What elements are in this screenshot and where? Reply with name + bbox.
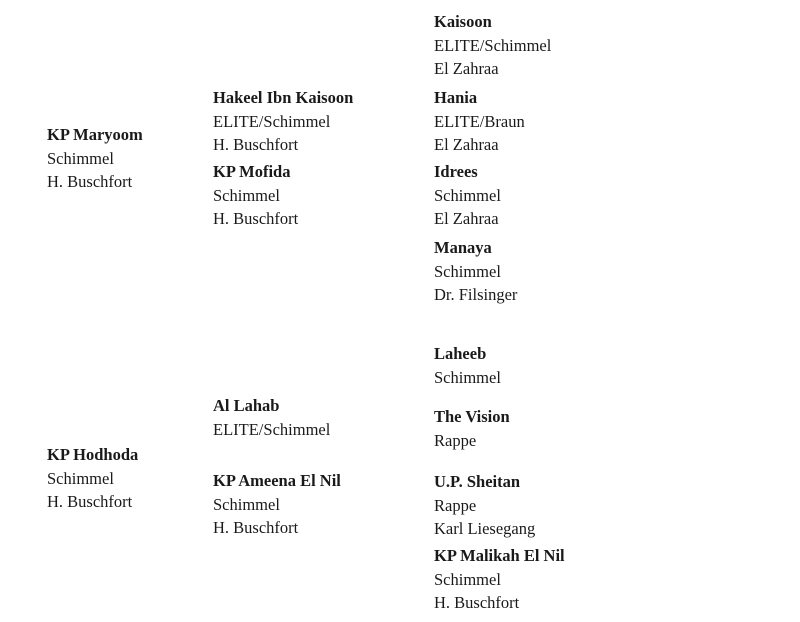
horse-color: Schimmel — [434, 367, 501, 387]
horse-name: The Vision — [434, 407, 510, 426]
horse-breeder: El Zahraa — [434, 59, 499, 78]
great-grandparent-entry — [434, 470, 535, 541]
horse-breeder: H. Buschfort — [213, 135, 299, 154]
parent-entry — [47, 443, 138, 514]
great-grandparent-entry — [434, 160, 501, 231]
horse-breeder: H. Buschfort — [47, 492, 133, 511]
parent-entry — [47, 123, 143, 194]
horse-color: Schimmel — [47, 468, 114, 488]
horse-breeder: El Zahraa — [434, 209, 499, 228]
horse-name: Kaisoon — [434, 12, 492, 31]
horse-name: Al Lahab — [213, 396, 280, 415]
horse-color: Schimmel — [213, 494, 280, 514]
grandparent-entry — [213, 160, 298, 231]
horse-name: KP Ameena El Nil — [213, 471, 341, 490]
horse-name: Laheeb — [434, 344, 487, 363]
horse-color: Schimmel — [47, 148, 114, 168]
horse-name: Manaya — [434, 238, 492, 257]
horse-color: ELITE/Braun — [434, 111, 525, 131]
horse-breeder: El Zahraa — [434, 135, 499, 154]
horse-color: ELITE/Schimmel — [434, 35, 552, 55]
horse-color: Schimmel — [434, 261, 501, 281]
horse-color: Schimmel — [213, 185, 280, 205]
horse-breeder: Karl Liesegang — [434, 519, 536, 538]
horse-color: Schimmel — [434, 569, 501, 589]
great-grandparent-entry — [434, 236, 517, 307]
horse-name: KP Hodhoda — [47, 445, 139, 464]
grandparent-entry — [213, 469, 341, 540]
great-grandparent-entry — [434, 10, 551, 81]
horse-name: Idrees — [434, 162, 478, 181]
horse-color: ELITE/Schimmel — [213, 419, 331, 439]
grandparent-entry — [213, 394, 330, 441]
horse-name: KP Malikah El Nil — [434, 546, 565, 565]
horse-name: KP Mofida — [213, 162, 291, 181]
great-grandparent-entry — [434, 342, 501, 389]
horse-breeder: H. Buschfort — [434, 593, 520, 612]
horse-name: Hakeel Ibn Kaisoon — [213, 88, 354, 107]
horse-breeder: Dr. Filsinger — [434, 285, 518, 304]
great-grandparent-entry — [434, 405, 510, 452]
horse-name: U.P. Sheitan — [434, 472, 521, 491]
grandparent-entry — [213, 86, 353, 157]
great-grandparent-entry — [434, 86, 525, 157]
horse-name: Hania — [434, 88, 478, 107]
horse-breeder: H. Buschfort — [213, 518, 299, 537]
great-grandparent-entry — [434, 544, 565, 615]
horse-color: Rappe — [434, 430, 477, 450]
horse-color: Rappe — [434, 495, 477, 515]
horse-breeder: H. Buschfort — [47, 172, 133, 191]
horse-name: KP Maryoom — [47, 125, 143, 144]
horse-breeder: H. Buschfort — [213, 209, 299, 228]
horse-color: ELITE/Schimmel — [213, 111, 331, 131]
horse-color: Schimmel — [434, 185, 501, 205]
